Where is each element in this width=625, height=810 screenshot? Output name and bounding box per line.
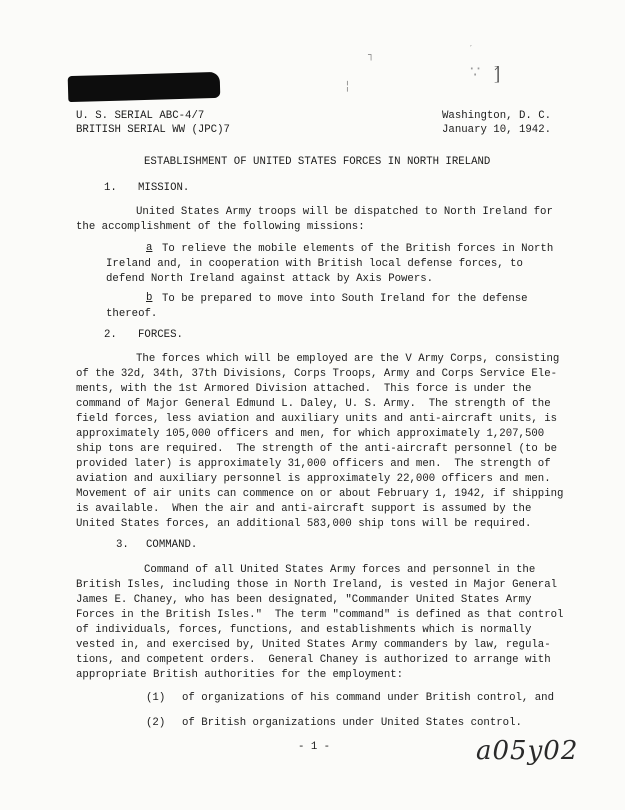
sec2-line-4: command of Major General Edmund L. Daley, U. S. Army. The strength of the [76, 398, 551, 410]
sec2-line-8: provided later) is approximately 31,000 officers and men. The strength of [76, 458, 551, 470]
item-1-text: of organizations of his command under British control, and [182, 692, 554, 704]
date: January 10, 1942. [442, 124, 552, 136]
sec2-line-2: of the 32d, 34th, 37th Divisions, Corps Troops, Army and Corps Service Ele- [76, 368, 558, 380]
section-2-heading: FORCES. [138, 329, 183, 341]
section-1-number: 1. [104, 182, 117, 194]
section-3-heading: COMMAND. [146, 539, 198, 551]
item-b-line-1: To be prepared to move into South Ireland for the defense [162, 293, 528, 305]
stray-mark: ⦐ [494, 60, 501, 84]
sec3-line-6: vested in, and exercised by, United States Army commanders by law, regula- [76, 639, 551, 651]
sec1-intro-line-2: the accomplishment of the following missions: [76, 221, 365, 233]
british-serial: BRITISH SERIAL WW (JPC)7 [76, 124, 230, 136]
us-serial: U. S. SERIAL ABC-4/7 [76, 110, 205, 122]
sec2-line-5: field forces, less aviation and auxiliary units and anti-aircraft units, is [76, 413, 558, 425]
stray-mark: ∵ [470, 62, 481, 81]
item-2-text: of British organizations under United States control. [182, 717, 522, 729]
sec2-line-1: The forces which will be employed are the V Army Corps, consisting [136, 353, 560, 365]
location: Washington, D. C. [442, 110, 552, 122]
section-2-number: 2. [104, 329, 117, 341]
sec3-line-5: of individuals, forces, functions, and establishments which is normally [76, 624, 532, 636]
item-a-line-3: defend North Ireland against attack by Axis Powers. [106, 273, 434, 285]
stray-mark: ┐ [368, 50, 375, 61]
item-1-label: (1) [146, 692, 166, 704]
document-title: ESTABLISHMENT OF UNITED STATES FORCES IN NORTH IRELAND [144, 156, 491, 168]
sec3-line-1: Command of all United States Army forces and personnel in the [144, 564, 536, 576]
section-3-number: 3. [116, 539, 129, 551]
item-a-line-1: To relieve the mobile elements of the British forces in North [162, 243, 554, 255]
sec2-line-12: United States forces, an additional 583,000 ship tons will be required. [76, 518, 532, 530]
handwritten-note: a05y02 [476, 736, 579, 766]
item-a-label: a [146, 242, 153, 254]
sec2-line-10: Movement of air units can commence on or about February 1, 1942, if shipping [76, 488, 564, 500]
sec2-line-6: approximately 105,000 officers and men, for which approximately 1,207,500 [76, 428, 545, 440]
sec3-line-4: Forces in the British Isles." The term "command" is defined as that control [76, 609, 564, 621]
sec3-line-7: tions, and competent orders. General Chaney is authorized to arrange with [76, 654, 551, 666]
item-b-line-2: thereof. [106, 308, 158, 320]
sec3-line-2: British Isles, including those in North Ireland, is vested in Major General [76, 579, 558, 591]
item-b-label: b [146, 292, 153, 304]
section-1-heading: MISSION. [138, 182, 190, 194]
item-2-label: (2) [146, 717, 166, 729]
sec2-line-3: ments, with the 1st Armored Division attached. This force is under the [76, 383, 532, 395]
sec3-line-8: appropriate British authorities for the employment: [76, 669, 404, 681]
sec1-intro-line-1: United States Army troops will be dispatched to North Ireland for [136, 206, 553, 218]
stray-mark: ╎ [344, 80, 351, 93]
stray-mark: ′ [470, 44, 472, 53]
page-number: - 1 - [298, 741, 331, 753]
sec2-line-9: aviation and auxiliary personnel is approximately 22,000 officers and men. [76, 473, 551, 485]
sec3-line-3: James E. Chaney, who has been designated, "Commander United States Army [76, 594, 532, 606]
redaction-bar [68, 72, 221, 102]
sec2-line-11: is available. When the air and anti-aircraft support is assumed by the [76, 503, 532, 515]
sec2-line-7: ship tons are required. The strength of the anti-aircraft personnel (to be [76, 443, 558, 455]
item-a-line-2: Ireland and, in cooperation with British local defense forces, to [106, 258, 523, 270]
